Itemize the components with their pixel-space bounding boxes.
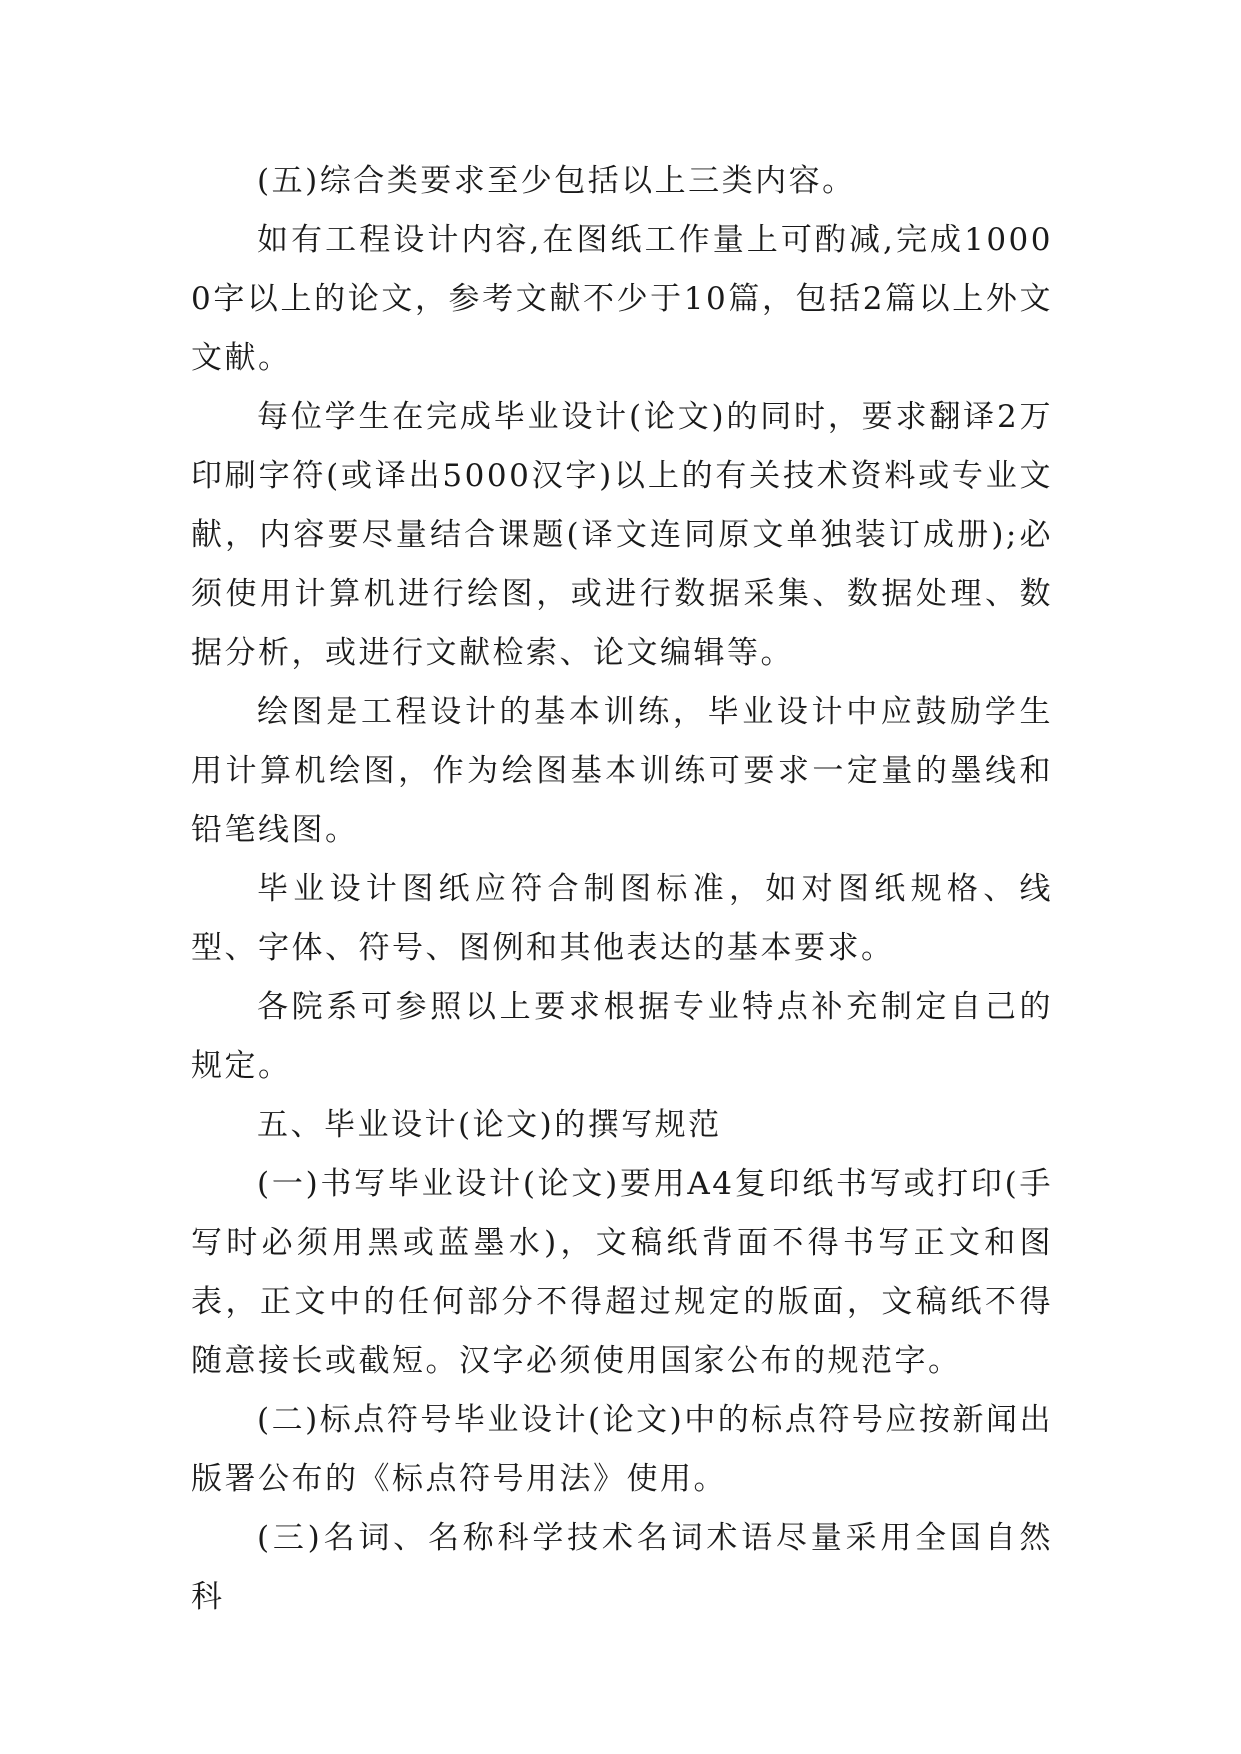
paragraph-terminology: (三)名词、名称科学技术名词术语尽量采用全国自然科 [191,1520,1053,1615]
paragraph-drawing-standards: 毕业设计图纸应符合制图标准，如对图纸规格、线型、字体、符号、图例和其他表达的基本要求。 [191,871,1053,966]
paragraph-writing-format: (一)书写毕业设计(论文)要用A4复印纸书写或打印(手写时必须用黑或蓝墨水)，文稿纸背面不得书写正文和图表，正文中的任何部分不得超过规定的版面，文稿纸不得随意接长或截短。汉字必须使用国家公布的规范字。 [191,1166,1053,1379]
paragraph-translation-requirement: 每位学生在完成毕业设计(论文)的同时，要求翻译2万印刷字符(或译出5000汉字)以上的有关技术资料或专业文献，内容要尽量结合课题(译文连同原文单独装订成册);必须使用计算机进行绘图，或进行数据采集、数据处理、数据分析，或进行文献检索、论文编辑等。 [191,399,1053,671]
paragraph-engineering-design: 如有工程设计内容,在图纸工作量上可酌减,完成10000字以上的论文，参考文献不少于10篇，包括2篇以上外文文献。 [191,222,1053,376]
document-body [191,152,1053,1627]
paragraph-drawing-training: 绘图是工程设计的基本训练，毕业设计中应鼓励学生用计算机绘图，作为绘图基本训练可要求一定量的墨线和铅笔线图。 [191,694,1053,848]
paragraph-comprehensive-requirements: (五)综合类要求至少包括以上三类内容。 [257,163,856,199]
paragraph-punctuation: (二)标点符号毕业设计(论文)中的标点符号应按新闻出版署公布的《标点符号用法》使用。 [191,1402,1053,1497]
section-heading-writing-norms: 五、毕业设计(论文)的撰写规范 [257,1107,722,1143]
paragraph-department-rules: 各院系可参照以上要求根据专业特点补充制定自己的规定。 [191,989,1053,1084]
